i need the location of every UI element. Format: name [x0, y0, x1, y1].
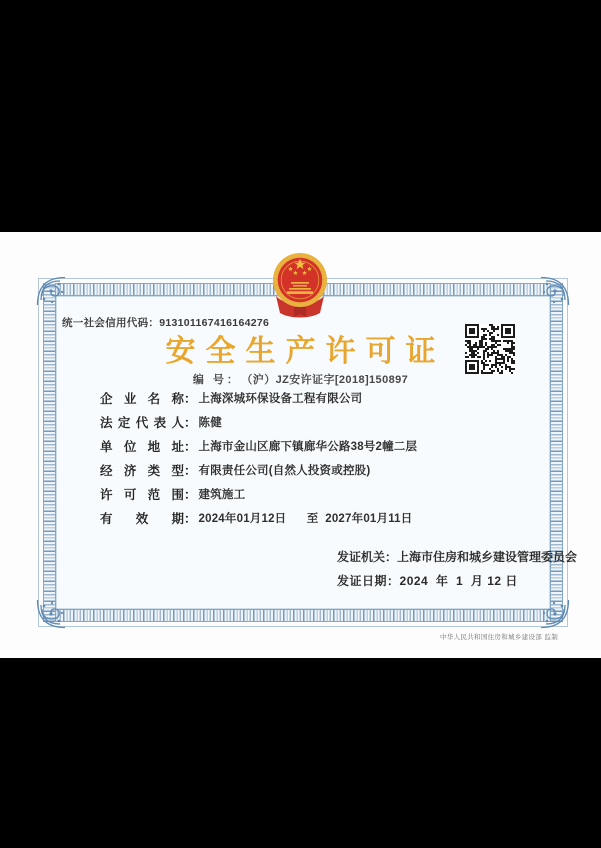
certificate-fields: [100, 386, 561, 530]
field-label: 许 可 范 围: [100, 488, 184, 502]
field-label: 单 位 地 址: [100, 440, 184, 454]
border-band-bottom: [43, 609, 563, 622]
corner-ornament-icon: [36, 599, 66, 629]
field-row: [100, 506, 561, 530]
national-emblem-icon: [270, 252, 330, 320]
qr-code: [465, 324, 515, 374]
issue-date-line: [337, 572, 518, 589]
serial-label: 编 号：: [192, 374, 241, 386]
certificate-page: [0, 232, 601, 658]
serial-line: [0, 371, 601, 387]
field-row: [100, 434, 561, 458]
issuer-line: [337, 548, 577, 565]
corner-ornament-icon: [540, 599, 570, 629]
field-value: 有限责任公司(自然人投资或控股): [198, 465, 371, 477]
field-label: 企 业 名 称: [100, 392, 184, 406]
field-label: 有 效 期: [100, 512, 184, 526]
issuer-value: 上海市住房和城乡建设管理委员会: [397, 550, 578, 564]
field-row: [100, 410, 561, 434]
field-value: 上海市金山区廊下镇廊华公路38号2幢二层: [198, 441, 418, 453]
field-label: 法 定 代 表 人: [100, 416, 184, 430]
field-label: 经 济 类 型: [100, 464, 184, 478]
issue-date-label: 发证日期：: [337, 574, 400, 588]
field-row: [100, 458, 561, 482]
field-row: [100, 482, 561, 506]
supervision-footnote: 中华人民共和国住房和城乡建设部 监制: [440, 633, 558, 641]
field-value: 上海深城环保设备工程有限公司: [198, 393, 363, 405]
corner-ornament-icon: [540, 276, 570, 306]
certificate-title: 安全生产许可证: [165, 335, 446, 368]
field-value: 陈健: [198, 417, 222, 429]
field-separator: ：: [184, 488, 197, 502]
field-value: 建筑施工: [198, 489, 246, 501]
field-separator: ：: [184, 464, 197, 478]
field-separator: ：: [184, 512, 197, 526]
credit-code-label: 统一社会信用代码：: [62, 317, 160, 329]
issue-date-value: 2024 年 1 月 12 日: [399, 574, 518, 588]
field-separator: ：: [184, 440, 197, 454]
field-row: [100, 386, 561, 410]
field-separator: ：: [184, 416, 197, 430]
issuer-label: 发证机关：: [337, 550, 398, 564]
serial-value: （沪）JZ安许证字[2018]150897: [246, 374, 409, 386]
corner-ornament-icon: [36, 276, 66, 306]
credit-code-value: 913101167416164276: [159, 317, 270, 329]
field-value: 2024年01月12日 至 2027年01月11日: [198, 513, 413, 525]
field-separator: ：: [184, 392, 197, 406]
